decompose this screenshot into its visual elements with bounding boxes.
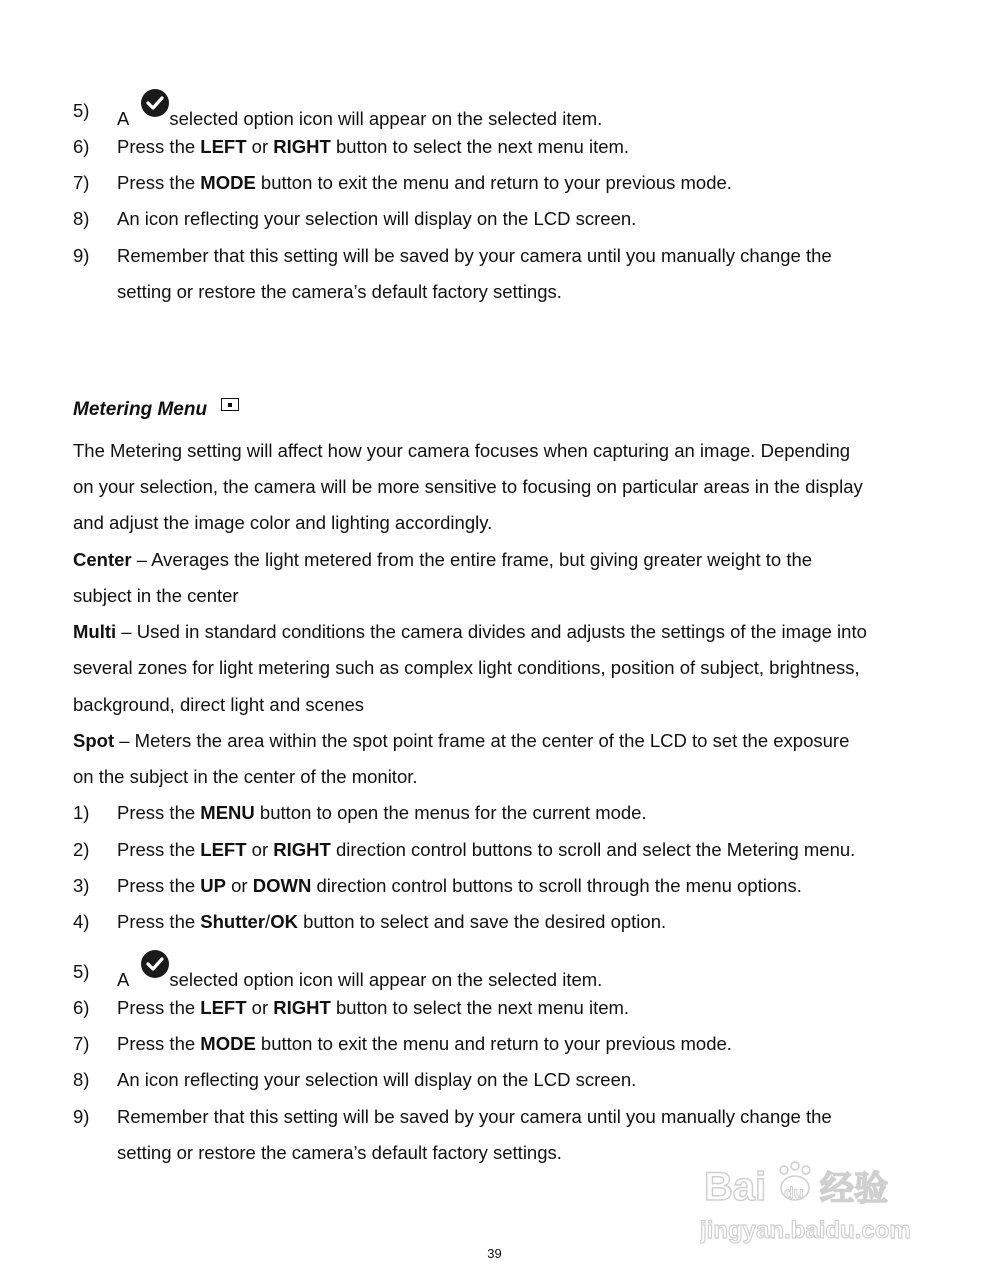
multi-definition bbox=[73, 620, 867, 644]
step-fragment: button to select and save the desired option. bbox=[297, 911, 667, 932]
step-keyword: MODE bbox=[200, 172, 256, 193]
step-text bbox=[117, 874, 802, 898]
center-definition bbox=[73, 548, 812, 572]
step-line: Remember that this setting will be saved by your camera until you manually change the bbox=[117, 1106, 832, 1127]
step-number: 5) bbox=[73, 961, 90, 982]
step-keyword: Shutter bbox=[200, 911, 266, 932]
step-line: setting or restore the camera’s default factory settings. bbox=[117, 281, 562, 302]
step-text bbox=[117, 838, 855, 862]
step-number: 7) bbox=[73, 172, 90, 193]
multi-definition-cont-2: background, direct light and scenes bbox=[73, 694, 365, 715]
step-fragment: Press the bbox=[117, 875, 201, 896]
watermark-cn: 经验 bbox=[820, 1169, 888, 1209]
step-keyword: UP bbox=[200, 875, 226, 896]
intro-line-1: The Metering setting will affect how your camera focuses when capturing an image. Depending bbox=[73, 440, 851, 461]
step-keyword: MENU bbox=[200, 802, 255, 823]
watermark-brand: Bai bbox=[704, 1165, 767, 1209]
step-fragment: or bbox=[246, 839, 274, 860]
spot-metering-icon bbox=[221, 398, 239, 411]
step-number: 8) bbox=[73, 1069, 90, 1090]
step-number: 9) bbox=[73, 1106, 90, 1127]
checkmark-icon bbox=[141, 950, 169, 978]
step-text bbox=[117, 1032, 732, 1056]
step-number: 6) bbox=[73, 997, 90, 1018]
step-fragment: Press the bbox=[117, 172, 201, 193]
section-title: Metering Menu bbox=[73, 399, 208, 420]
center-definition-cont: subject in the center bbox=[73, 585, 239, 606]
step-keyword: RIGHT bbox=[273, 839, 331, 860]
step-text bbox=[117, 801, 647, 825]
center-text: – Averages the light metered from the entire frame, but giving greater weight to the bbox=[131, 549, 813, 570]
step-fragment: Press the bbox=[117, 997, 201, 1018]
step-fragment: selected option icon will appear on the selected item. bbox=[169, 969, 603, 990]
step-keyword: MODE bbox=[200, 1033, 256, 1054]
step-number: 2) bbox=[73, 839, 90, 860]
watermark-url: jingyan.baidu.com bbox=[700, 1217, 911, 1244]
multi-term: Multi bbox=[73, 621, 117, 642]
step-fragment: button to open the menus for the current mode. bbox=[254, 802, 647, 823]
step-keyword: RIGHT bbox=[273, 136, 331, 157]
step-fragment: or bbox=[246, 136, 274, 157]
step-fragment: Press the bbox=[117, 1033, 201, 1054]
intro-line-3: and adjust the image color and lighting accordingly. bbox=[73, 512, 493, 533]
step-line: Remember that this setting will be saved by your camera until you manually change the bbox=[117, 245, 832, 266]
step-keyword: LEFT bbox=[200, 997, 247, 1018]
step-text bbox=[117, 1068, 636, 1092]
step-fragment: Press the bbox=[117, 839, 201, 860]
step-number: 1) bbox=[73, 802, 90, 823]
step-fragment: button to select the next menu item. bbox=[330, 997, 630, 1018]
step-keyword: LEFT bbox=[200, 136, 247, 157]
step-text bbox=[117, 244, 832, 304]
section-heading bbox=[73, 398, 239, 422]
step-number: 8) bbox=[73, 208, 90, 229]
step-keyword: RIGHT bbox=[273, 997, 331, 1018]
step-keyword: LEFT bbox=[200, 839, 247, 860]
step-number: 7) bbox=[73, 1033, 90, 1054]
step-fragment: button to select the next menu item. bbox=[330, 136, 630, 157]
step-fragment: or bbox=[226, 875, 253, 896]
step-fragment: button to exit the menu and return to your previous mode. bbox=[255, 172, 732, 193]
step-keyword: OK bbox=[270, 911, 298, 932]
spot-text: – Meters the area within the spot point frame at the center of the LCD to set the exposure bbox=[114, 730, 850, 751]
step-fragment: Press the bbox=[117, 136, 201, 157]
intro-line-2: on your selection, the camera will be more sensitive to focusing on particular areas in the display bbox=[73, 476, 863, 497]
step-text bbox=[117, 99, 602, 131]
step-fragment: / bbox=[265, 911, 271, 932]
step-number: 4) bbox=[73, 911, 90, 932]
step-keyword: DOWN bbox=[252, 875, 312, 896]
step-fragment: A bbox=[117, 969, 130, 990]
step-fragment: Press the bbox=[117, 802, 201, 823]
step-text bbox=[117, 996, 629, 1020]
step-text bbox=[117, 171, 732, 195]
step-text bbox=[117, 207, 636, 231]
multi-text: – Used in standard conditions the camera divides and adjusts the settings of the image into bbox=[116, 621, 867, 642]
step-fragment: button to exit the menu and return to your previous mode. bbox=[255, 1033, 732, 1054]
step-text bbox=[117, 135, 629, 159]
center-term: Center bbox=[73, 549, 132, 570]
step-fragment: or bbox=[246, 997, 274, 1018]
step-number: 5) bbox=[73, 100, 90, 121]
spot-definition-cont: on the subject in the center of the monitor. bbox=[73, 766, 418, 787]
spot-definition bbox=[73, 729, 849, 753]
step-fragment: direction control buttons to scroll and select the Metering menu. bbox=[330, 839, 856, 860]
watermark-brand-2: du bbox=[784, 1185, 804, 1202]
step-number: 6) bbox=[73, 136, 90, 157]
step-fragment: direction control buttons to scroll through the menu options. bbox=[311, 875, 802, 896]
checkmark-icon bbox=[141, 89, 169, 117]
step-text bbox=[117, 910, 666, 934]
step-fragment: A bbox=[117, 108, 130, 129]
multi-definition-cont-1: several zones for light metering such as complex light conditions, position of subject, brightness, bbox=[73, 657, 860, 678]
step-number: 9) bbox=[73, 245, 90, 266]
step-line: setting or restore the camera’s default factory settings. bbox=[117, 1142, 562, 1163]
spot-term: Spot bbox=[73, 730, 115, 751]
step-text bbox=[117, 960, 602, 992]
step-number: 3) bbox=[73, 875, 90, 896]
step-fragment: selected option icon will appear on the selected item. bbox=[169, 108, 603, 129]
step-fragment: Press the bbox=[117, 911, 201, 932]
step-text bbox=[117, 1105, 832, 1165]
step-fragment: An icon reflecting your selection will display on the LCD screen. bbox=[117, 1069, 637, 1090]
page-number: 39 bbox=[487, 1246, 502, 1261]
baidu-watermark bbox=[700, 1158, 940, 1248]
step-fragment: An icon reflecting your selection will display on the LCD screen. bbox=[117, 208, 637, 229]
